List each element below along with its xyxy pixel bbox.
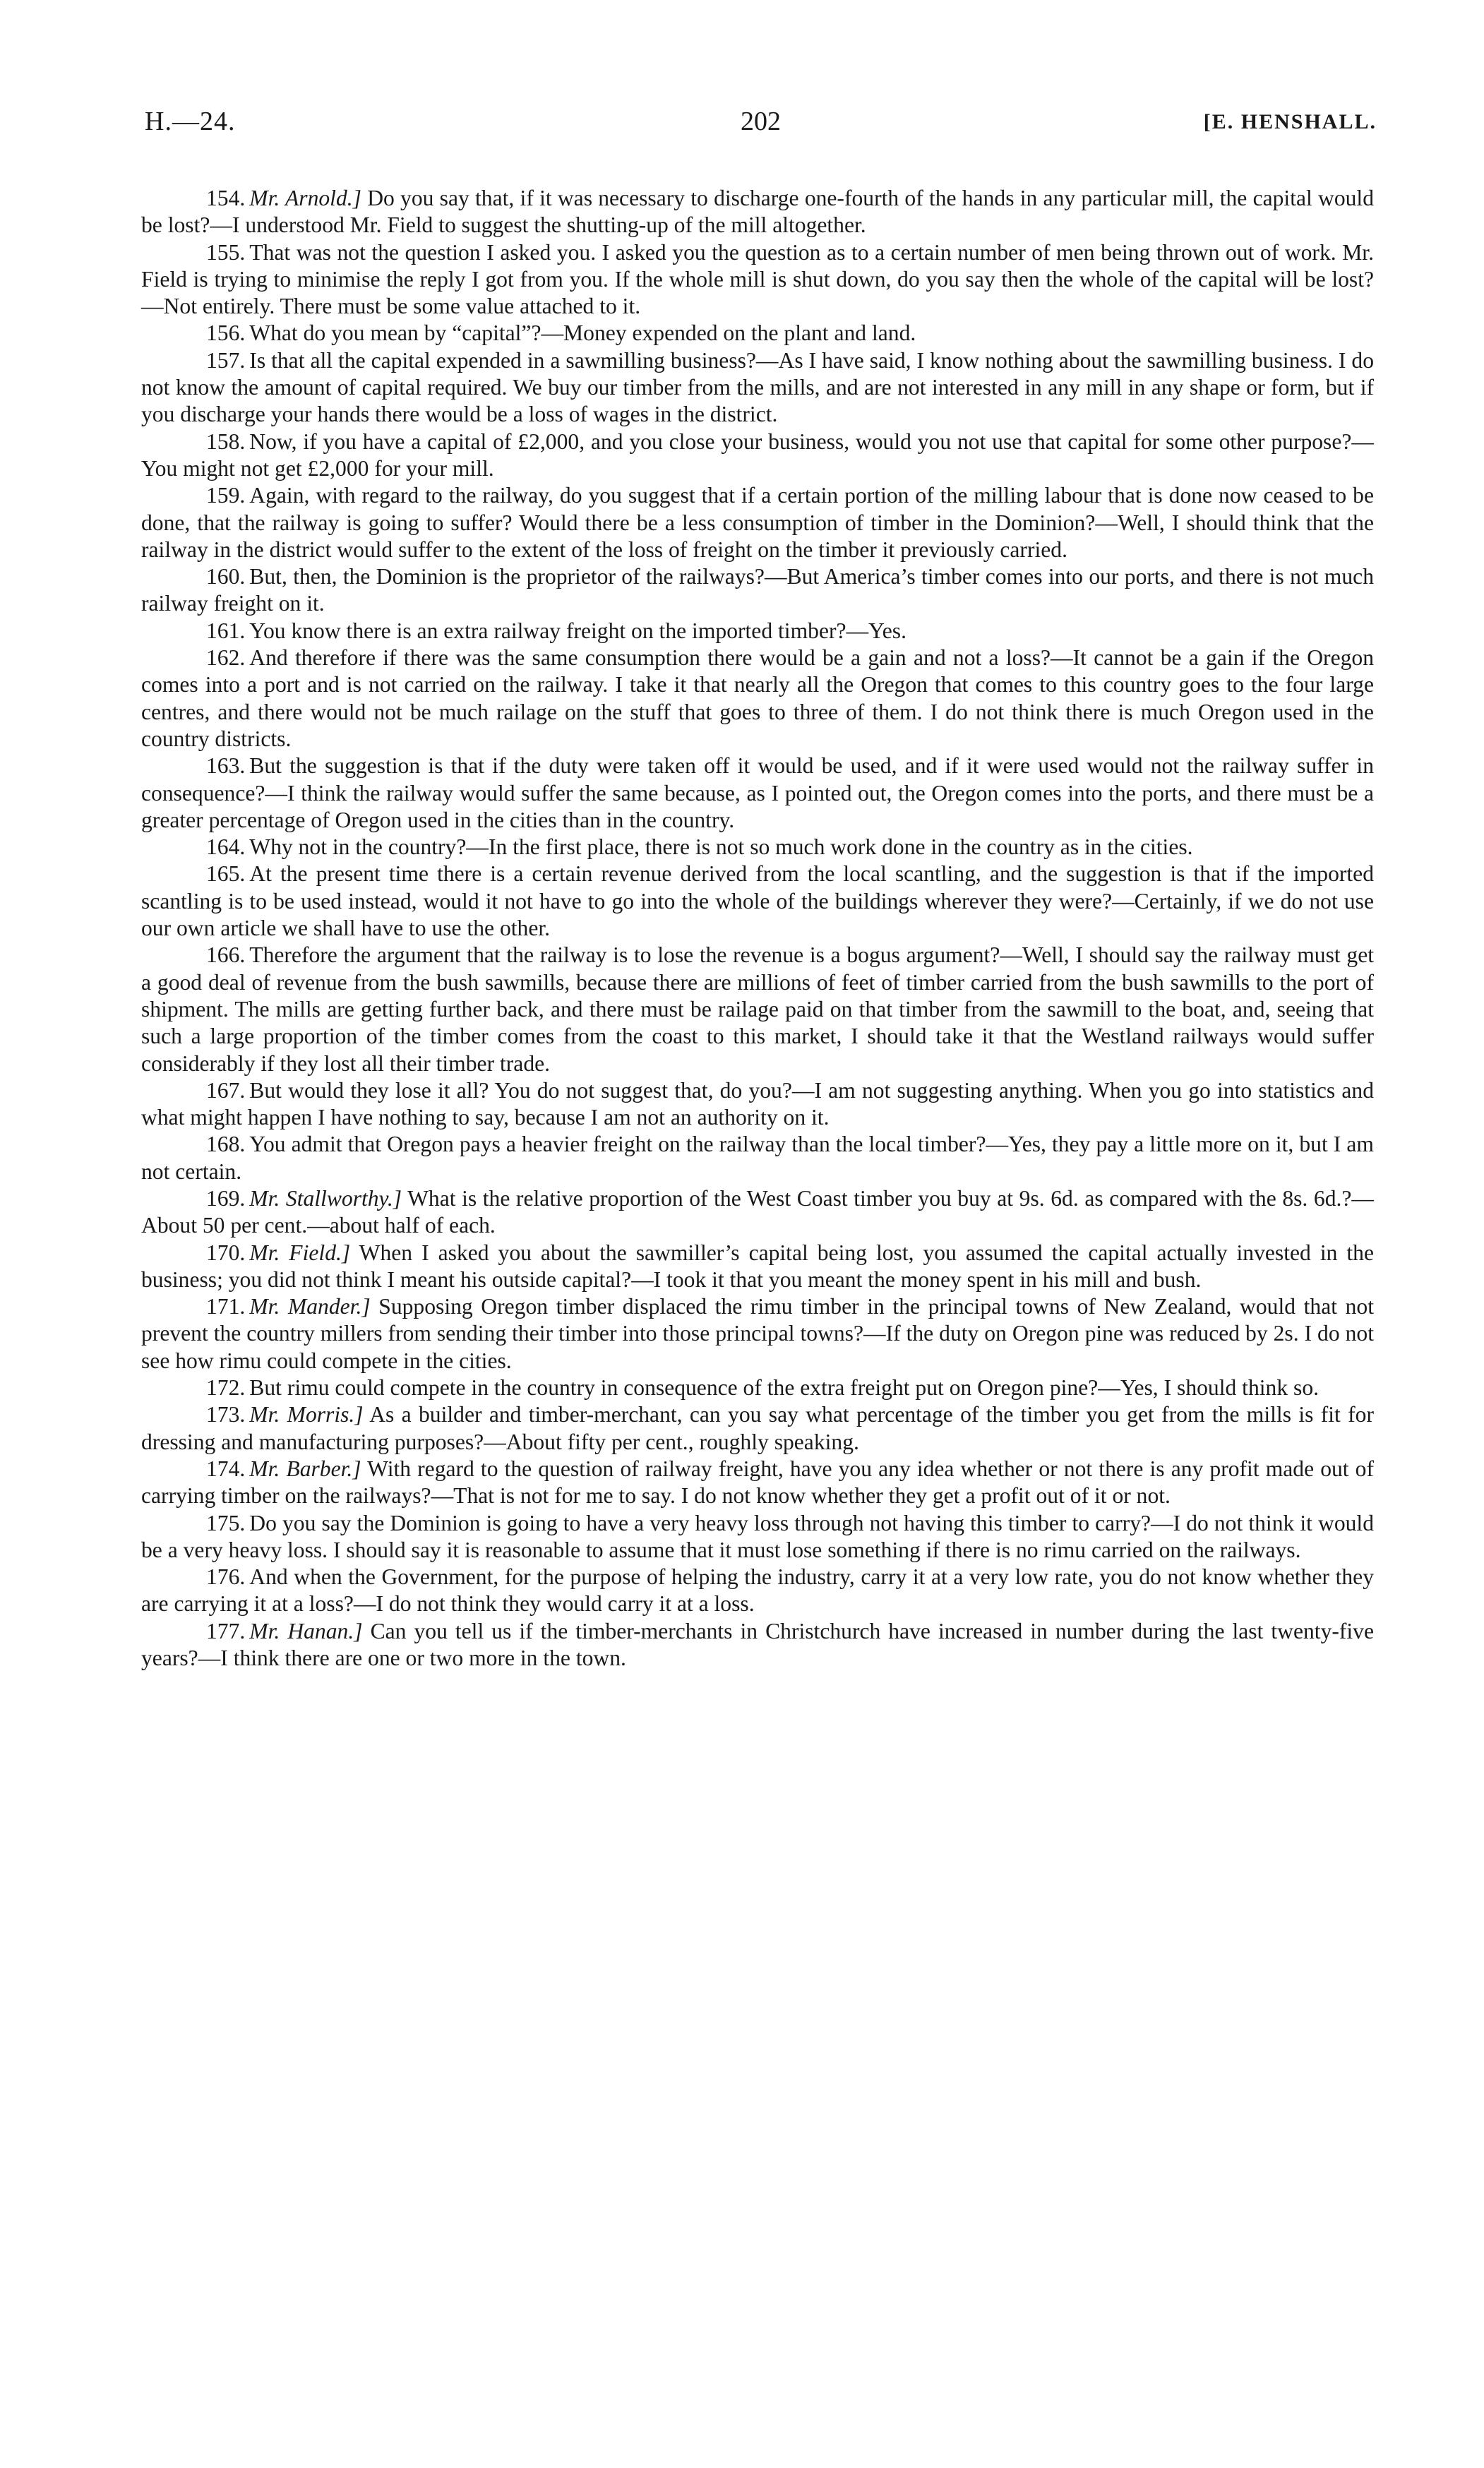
testimony-paragraph: [141, 347, 1374, 429]
question-number: 164.: [206, 834, 246, 860]
question-answer-text: But would they lose it all? You do not suggest that, do you?—I am not suggesting anything. When you go into statistics and what might happen I have nothing to say, because I am not an authority on it.: [141, 1077, 1374, 1130]
header-paper-reference: H.—24.: [145, 107, 236, 136]
testimony-paragraph: [141, 618, 1374, 645]
question-number: 177.: [206, 1618, 246, 1643]
question-number: 173.: [206, 1402, 246, 1427]
question-answer-text: And therefore if there was the same consumption there would be a gain and not a loss?—It cannot be a gain if the Oregon comes into a port and is not carried on the railway. I take it that nearly all the Oregon that comes to this country goes to the four large centres, and there would not be much railage on the stuff that goes to three of them. I do not think there is much Oregon used in the country districts.: [141, 645, 1374, 751]
speaker-name: Mr. Mander.]: [249, 1294, 371, 1319]
testimony-paragraph: [141, 1293, 1374, 1374]
question-answer-text: As a builder and timber-merchant, can you say what percentage of the timber you get from the mills is fit for dressing and manufacturing purposes?—About fifty per cent., roughly speaking.: [141, 1402, 1374, 1454]
question-answer-text: Do you say the Dominion is going to have a very heavy loss through not having this timber to carry?—I do not think it would be a very heavy loss. I should say it is reasonable to assume that it must lose something if there is no rimu carried on the railways.: [141, 1510, 1374, 1562]
question-number: 174.: [206, 1456, 246, 1481]
testimony-paragraph: [141, 1510, 1374, 1564]
question-number: 154.: [206, 186, 246, 210]
question-number: 161.: [206, 618, 246, 643]
question-number: 175.: [206, 1510, 246, 1535]
testimony-paragraph: [141, 1185, 1374, 1240]
header-page-number: 202: [741, 107, 781, 136]
speaker-name: Mr. Morris.]: [249, 1402, 364, 1427]
testimony-paragraph: [141, 834, 1374, 861]
question-number: 157.: [206, 347, 246, 373]
question-number: 163.: [206, 753, 246, 779]
question-answer-text: At the present time there is a certain revenue derived from the local scantling, and the suggestion is that if the imported scantling is to be used instead, would it not have to go into the whole of the buildings wherever they were?—Certainly, if we do not use our own article we shall have to use the other.: [141, 861, 1374, 941]
testimony-paragraph: [141, 1131, 1374, 1185]
question-answer-text: When I asked you about the sawmiller’s capital being lost, you assumed the capital actually invested in the business; you did not think I meant his outside capital?—I took it that you meant the money spent in his mill and bush.: [141, 1240, 1374, 1292]
speaker-name: Mr. Hanan.]: [249, 1618, 363, 1643]
testimony-paragraph: [141, 1374, 1374, 1401]
question-number: 155.: [206, 239, 246, 265]
question-number: 166.: [206, 942, 246, 968]
question-number: 159.: [206, 483, 246, 508]
question-answer-text: But rimu could compete in the country in consequence of the extra freight put on Oregon pine?—Yes, I should think so.: [249, 1375, 1320, 1401]
question-answer-text: And when the Government, for the purpose of helping the industry, carry it at a very low rate, you do not know whether they are carrying it at a loss?—I do not think they would carry it at a loss.: [141, 1564, 1374, 1617]
question-number: 171.: [206, 1294, 246, 1319]
question-answer-text: With regard to the question of railway freight, have you any idea whether or not there is any profit made out of carrying timber on the railways?—That is not for me to say. I do not know whether they get a profit out of it or not.: [141, 1456, 1374, 1509]
question-answer-text: But, then, the Dominion is the proprietor of the railways?—But America’s timber comes into our ports, and there is not much railway freight on it.: [141, 564, 1374, 616]
question-number: 165.: [206, 861, 246, 887]
question-answer-text: Therefore the argument that the railway is to lose the revenue is a bogus argument?—Well, I should say the railway must get a good deal of revenue from the bush sawmills, because there are millions of feet of timber carried from the bush sawmills to the port of shipment. The mills are getting further back, and there must be railage paid on that timber from the sawmill to the boat, and, seeing that such a large proportion of the timber comes from the coast to this market, I should take it that the Westland railways would suffer considerably if they lost all their timber trade.: [141, 942, 1374, 1076]
question-number: 170.: [206, 1240, 246, 1265]
testimony-paragraph: [141, 482, 1374, 563]
testimony-paragraph: [141, 753, 1374, 834]
testimony-paragraph: [141, 1564, 1374, 1618]
testimony-body: [141, 185, 1374, 1672]
testimony-paragraph: [141, 429, 1374, 483]
question-number: 168.: [206, 1132, 246, 1157]
question-answer-text: That was not the question I asked you. I asked you the question as to a certain number of men being thrown out of work. Mr. Field is trying to minimise the reply I got from you. If the whole mill is shut down, do you say then the whole of the capital will be lost?—Not entirely. There must be some value attached to it.: [141, 239, 1374, 319]
testimony-paragraph: [141, 1456, 1374, 1510]
testimony-paragraph: [141, 942, 1374, 1077]
question-answer-text: Is that all the capital expended in a sawmilling business?—As I have said, I know nothing about the sawmilling business. I do not know the amount of capital required. We buy our timber from the mills, and are not interested in any mill in any shape or form, but if you discharge your hands there would be a loss of wages in the district.: [141, 347, 1374, 427]
question-answer-text: Do you say that, if it was necessary to discharge one-fourth of the hands in any particular mill, the capital would be lost?—I understood Mr. Field to suggest the shutting-up of the mill altogether.: [141, 186, 1374, 238]
question-answer-text: What is the relative proportion of the West Coast timber you buy at 9s. 6d. as compared with the 8s. 6d.?—About 50 per cent.—about half of each.: [141, 1185, 1375, 1238]
question-answer-text: You admit that Oregon pays a heavier freight on the railway than the local timber?—Yes, they pay a little more on it, but I am not certain.: [141, 1132, 1374, 1184]
testimony-paragraph: [141, 320, 1374, 347]
testimony-paragraph: [141, 645, 1374, 753]
speaker-name: Mr. Arnold.]: [249, 186, 361, 210]
question-answer-text: But the suggestion is that if the duty were taken off it would be used, and if it were used would not the railway suffer in consequence?—I think the railway would suffer the same because, as I pointed out, the Oregon comes into the ports, and there must be a greater percentage of Oregon used in the cities than in the country.: [141, 753, 1374, 832]
testimony-paragraph: [141, 563, 1374, 618]
question-answer-text: What do you mean by “capital”?—Money expended on the plant and land.: [249, 321, 916, 346]
question-number: 160.: [206, 564, 246, 589]
question-number: 156.: [206, 321, 246, 346]
testimony-paragraph: [141, 1240, 1374, 1294]
question-number: 169.: [206, 1185, 246, 1211]
testimony-paragraph: [141, 239, 1374, 321]
testimony-paragraph: [141, 1401, 1374, 1456]
question-answer-text: Again, with regard to the railway, do you suggest that if a certain portion of the milling labour that is done now ceased to be done, that the railway is going to suffer? Would there be a less consumption of timber in the Dominion?—Well, I should think that the railway in the district would suffer to the extent of the loss of freight on the timber it previously carried.: [141, 483, 1374, 562]
question-number: 167.: [206, 1077, 246, 1103]
question-number: 172.: [206, 1375, 246, 1401]
question-answer-text: Now, if you have a capital of £2,000, and you close your business, would you not use that capital for some other purpose?—You might not get £2,000 for your mill.: [141, 429, 1374, 481]
question-number: 162.: [206, 645, 246, 671]
testimony-paragraph: [141, 861, 1374, 942]
header-witness-name: [E. HENSHALL.: [1203, 110, 1377, 133]
speaker-name: Mr. Barber.]: [249, 1456, 361, 1481]
question-answer-text: Why not in the country?—In the first place, there is not so much work done in the country as in the cities.: [249, 834, 1193, 860]
question-answer-text: Can you tell us if the timber-merchants in Christchurch have increased in number during the last twenty-five years?—I think there are one or two more in the town.: [141, 1618, 1375, 1671]
testimony-paragraph: [141, 185, 1374, 239]
testimony-paragraph: [141, 1618, 1374, 1672]
speaker-name: Mr. Field.]: [249, 1240, 351, 1265]
question-answer-text: Supposing Oregon timber displaced the rimu timber in the principal towns of New Zealand, would that not prevent the country millers from sending their timber into those principal towns?—If the duty on Oregon pine was reduced by 2s. I do not see how rimu could compete in the cities.: [141, 1294, 1375, 1373]
question-number: 158.: [206, 429, 246, 454]
question-answer-text: You know there is an extra railway freight on the imported timber?—Yes.: [249, 618, 906, 643]
speaker-name: Mr. Stallworthy.]: [249, 1185, 402, 1211]
page-header: [145, 106, 1377, 148]
testimony-paragraph: [141, 1077, 1374, 1132]
question-number: 176.: [206, 1564, 246, 1590]
